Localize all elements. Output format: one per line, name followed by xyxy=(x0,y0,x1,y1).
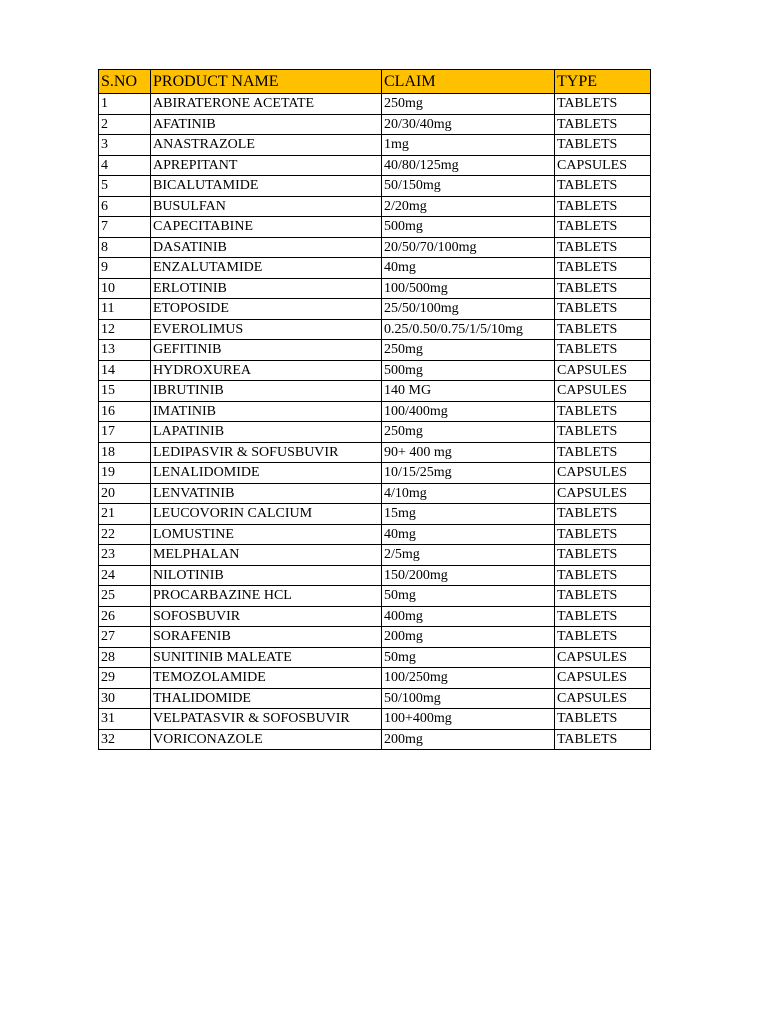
cell-sno: 31 xyxy=(99,709,151,730)
cell-sno: 10 xyxy=(99,278,151,299)
cell-type: TABLETS xyxy=(555,237,651,258)
cell-product-name: GEFITINIB xyxy=(151,340,382,361)
cell-sno: 21 xyxy=(99,504,151,525)
cell-claim: 2/5mg xyxy=(382,545,555,566)
cell-sno: 27 xyxy=(99,627,151,648)
table-row xyxy=(99,319,651,340)
table-row xyxy=(99,401,651,422)
cell-product-name: IMATINIB xyxy=(151,401,382,422)
cell-product-name: BUSULFAN xyxy=(151,196,382,217)
cell-product-name: BICALUTAMIDE xyxy=(151,176,382,197)
cell-claim: 100/500mg xyxy=(382,278,555,299)
cell-product-name: APREPITANT xyxy=(151,155,382,176)
table-row xyxy=(99,545,651,566)
cell-sno: 13 xyxy=(99,340,151,361)
cell-product-name: MELPHALAN xyxy=(151,545,382,566)
cell-product-name: EVEROLIMUS xyxy=(151,319,382,340)
cell-claim: 40/80/125mg xyxy=(382,155,555,176)
cell-claim: 15mg xyxy=(382,504,555,525)
cell-sno: 9 xyxy=(99,258,151,279)
cell-claim: 250mg xyxy=(382,94,555,115)
cell-claim: 50/100mg xyxy=(382,688,555,709)
cell-sno: 18 xyxy=(99,442,151,463)
cell-type: TABLETS xyxy=(555,524,651,545)
cell-sno: 8 xyxy=(99,237,151,258)
cell-product-name: LENALIDOMIDE xyxy=(151,463,382,484)
cell-sno: 30 xyxy=(99,688,151,709)
table-row xyxy=(99,278,651,299)
cell-type: CAPSULES xyxy=(555,155,651,176)
table-row xyxy=(99,504,651,525)
table-row xyxy=(99,340,651,361)
cell-claim: 150/200mg xyxy=(382,565,555,586)
cell-sno: 2 xyxy=(99,114,151,135)
cell-claim: 100/250mg xyxy=(382,668,555,689)
cell-sno: 26 xyxy=(99,606,151,627)
header-claim: CLAIM xyxy=(382,70,555,94)
cell-sno: 1 xyxy=(99,94,151,115)
cell-sno: 17 xyxy=(99,422,151,443)
cell-type: TABLETS xyxy=(555,565,651,586)
cell-type: TABLETS xyxy=(555,729,651,750)
table-row xyxy=(99,114,651,135)
header-type: TYPE xyxy=(555,70,651,94)
cell-claim: 250mg xyxy=(382,422,555,443)
cell-product-name: LENVATINIB xyxy=(151,483,382,504)
cell-type: TABLETS xyxy=(555,258,651,279)
cell-sno: 11 xyxy=(99,299,151,320)
cell-claim: 200mg xyxy=(382,729,555,750)
cell-claim: 100+400mg xyxy=(382,709,555,730)
cell-type: CAPSULES xyxy=(555,668,651,689)
cell-sno: 20 xyxy=(99,483,151,504)
cell-type: TABLETS xyxy=(555,319,651,340)
product-table-container xyxy=(98,69,650,750)
table-row xyxy=(99,217,651,238)
table-row xyxy=(99,442,651,463)
table-row xyxy=(99,647,651,668)
cell-product-name: ABIRATERONE ACETATE xyxy=(151,94,382,115)
cell-type: TABLETS xyxy=(555,627,651,648)
table-row xyxy=(99,237,651,258)
cell-type: TABLETS xyxy=(555,586,651,607)
table-row xyxy=(99,483,651,504)
cell-product-name: LOMUSTINE xyxy=(151,524,382,545)
cell-sno: 25 xyxy=(99,586,151,607)
table-row xyxy=(99,258,651,279)
cell-product-name: SUNITINIB MALEATE xyxy=(151,647,382,668)
table-row xyxy=(99,463,651,484)
table-row xyxy=(99,688,651,709)
cell-type: TABLETS xyxy=(555,606,651,627)
cell-type: TABLETS xyxy=(555,114,651,135)
cell-sno: 19 xyxy=(99,463,151,484)
cell-sno: 6 xyxy=(99,196,151,217)
cell-product-name: SOFOSBUVIR xyxy=(151,606,382,627)
table-row xyxy=(99,94,651,115)
cell-sno: 32 xyxy=(99,729,151,750)
cell-sno: 12 xyxy=(99,319,151,340)
cell-product-name: IBRUTINIB xyxy=(151,381,382,402)
cell-product-name: SORAFENIB xyxy=(151,627,382,648)
cell-type: TABLETS xyxy=(555,401,651,422)
table-row xyxy=(99,196,651,217)
cell-product-name: LEDIPASVIR & SOFUSBUVIR xyxy=(151,442,382,463)
cell-claim: 20/50/70/100mg xyxy=(382,237,555,258)
cell-claim: 25/50/100mg xyxy=(382,299,555,320)
cell-product-name: AFATINIB xyxy=(151,114,382,135)
cell-claim: 500mg xyxy=(382,360,555,381)
cell-product-name: LEUCOVORIN CALCIUM xyxy=(151,504,382,525)
cell-claim: 90+ 400 mg xyxy=(382,442,555,463)
cell-sno: 15 xyxy=(99,381,151,402)
cell-sno: 28 xyxy=(99,647,151,668)
cell-product-name: HYDROXUREA xyxy=(151,360,382,381)
cell-product-name: PROCARBAZINE HCL xyxy=(151,586,382,607)
cell-type: CAPSULES xyxy=(555,463,651,484)
cell-product-name: VELPATASVIR & SOFOSBUVIR xyxy=(151,709,382,730)
cell-product-name: TEMOZOLAMIDE xyxy=(151,668,382,689)
cell-type: TABLETS xyxy=(555,299,651,320)
cell-claim: 40mg xyxy=(382,524,555,545)
table-row xyxy=(99,176,651,197)
cell-product-name: VORICONAZOLE xyxy=(151,729,382,750)
cell-sno: 22 xyxy=(99,524,151,545)
cell-type: TABLETS xyxy=(555,196,651,217)
table-body xyxy=(99,94,651,750)
table-row xyxy=(99,299,651,320)
table-row xyxy=(99,586,651,607)
cell-type: CAPSULES xyxy=(555,688,651,709)
cell-product-name: ANASTRAZOLE xyxy=(151,135,382,156)
product-table xyxy=(98,69,651,750)
cell-type: CAPSULES xyxy=(555,381,651,402)
cell-claim: 20/30/40mg xyxy=(382,114,555,135)
table-row xyxy=(99,524,651,545)
table-row xyxy=(99,565,651,586)
header-sno: S.NO xyxy=(99,70,151,94)
cell-claim: 40mg xyxy=(382,258,555,279)
cell-sno: 4 xyxy=(99,155,151,176)
cell-product-name: DASATINIB xyxy=(151,237,382,258)
cell-product-name: ERLOTINIB xyxy=(151,278,382,299)
table-row xyxy=(99,422,651,443)
cell-claim: 500mg xyxy=(382,217,555,238)
cell-claim: 2/20mg xyxy=(382,196,555,217)
cell-claim: 1mg xyxy=(382,135,555,156)
cell-type: TABLETS xyxy=(555,278,651,299)
table-row xyxy=(99,381,651,402)
cell-claim: 10/15/25mg xyxy=(382,463,555,484)
table-row xyxy=(99,729,651,750)
cell-claim: 100/400mg xyxy=(382,401,555,422)
table-row xyxy=(99,709,651,730)
cell-claim: 250mg xyxy=(382,340,555,361)
cell-product-name: LAPATINIB xyxy=(151,422,382,443)
cell-product-name: ETOPOSIDE xyxy=(151,299,382,320)
table-row xyxy=(99,360,651,381)
cell-type: TABLETS xyxy=(555,340,651,361)
header-row xyxy=(99,70,651,94)
cell-type: TABLETS xyxy=(555,422,651,443)
cell-type: TABLETS xyxy=(555,504,651,525)
cell-claim: 400mg xyxy=(382,606,555,627)
cell-sno: 5 xyxy=(99,176,151,197)
cell-product-name: NILOTINIB xyxy=(151,565,382,586)
cell-sno: 14 xyxy=(99,360,151,381)
cell-sno: 16 xyxy=(99,401,151,422)
table-row xyxy=(99,627,651,648)
cell-sno: 23 xyxy=(99,545,151,566)
cell-type: CAPSULES xyxy=(555,483,651,504)
table-row xyxy=(99,606,651,627)
cell-type: TABLETS xyxy=(555,442,651,463)
cell-claim: 50mg xyxy=(382,586,555,607)
cell-sno: 24 xyxy=(99,565,151,586)
header-product-name: PRODUCT NAME xyxy=(151,70,382,94)
table-header xyxy=(99,70,651,94)
cell-sno: 3 xyxy=(99,135,151,156)
cell-sno: 7 xyxy=(99,217,151,238)
cell-product-name: ENZALUTAMIDE xyxy=(151,258,382,279)
cell-type: TABLETS xyxy=(555,217,651,238)
cell-type: CAPSULES xyxy=(555,360,651,381)
cell-product-name: CAPECITABINE xyxy=(151,217,382,238)
cell-claim: 140 MG xyxy=(382,381,555,402)
cell-claim: 200mg xyxy=(382,627,555,648)
table-row xyxy=(99,135,651,156)
table-row xyxy=(99,155,651,176)
cell-product-name: THALIDOMIDE xyxy=(151,688,382,709)
cell-type: TABLETS xyxy=(555,545,651,566)
cell-type: TABLETS xyxy=(555,176,651,197)
cell-type: TABLETS xyxy=(555,135,651,156)
cell-type: TABLETS xyxy=(555,94,651,115)
table-row xyxy=(99,668,651,689)
cell-claim: 50mg xyxy=(382,647,555,668)
cell-claim: 4/10mg xyxy=(382,483,555,504)
cell-claim: 0.25/0.50/0.75/1/5/10mg xyxy=(382,319,555,340)
cell-type: CAPSULES xyxy=(555,647,651,668)
cell-claim: 50/150mg xyxy=(382,176,555,197)
cell-type: TABLETS xyxy=(555,709,651,730)
cell-sno: 29 xyxy=(99,668,151,689)
